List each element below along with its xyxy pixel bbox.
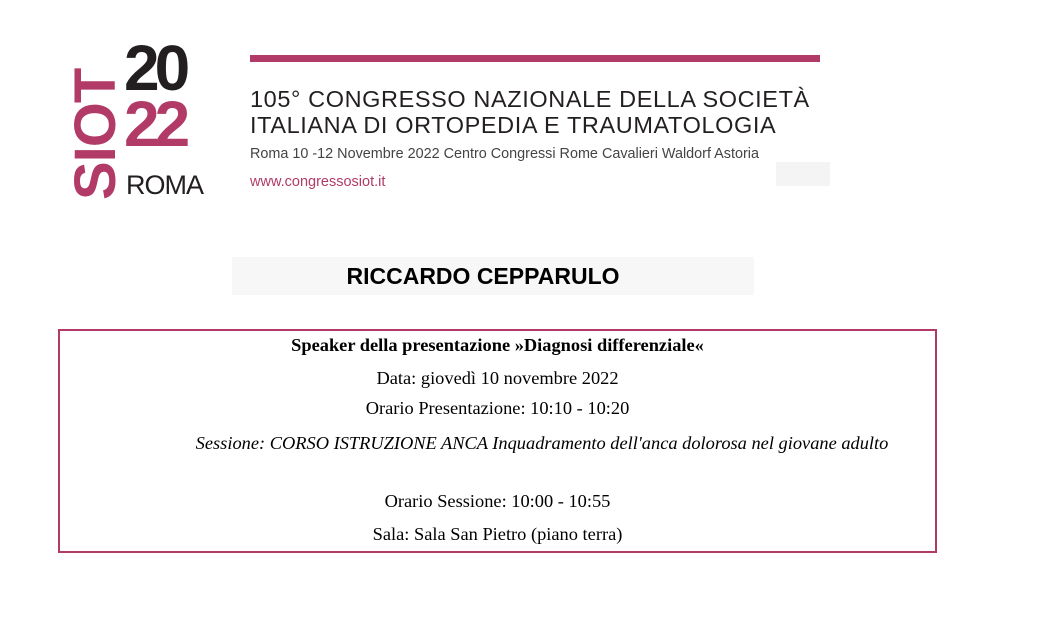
- congress-website-link[interactable]: www.congressosiot.it: [250, 174, 386, 190]
- congress-title-line-1: 105° CONGRESSO NAZIONALE DELLA SOCIETÀ: [250, 86, 810, 112]
- speaker-name: RICCARDO CEPPARULO: [346, 263, 620, 289]
- speaker-name-band: [232, 257, 754, 295]
- congress-details: Roma 10 -12 Novembre 2022 Centro Congressi Rome Cavalieri Waldorf Astoria: [250, 146, 759, 162]
- congress-title: [250, 86, 850, 138]
- presentation-time: Orario Presentazione: 10:10 - 10:20: [365, 398, 630, 418]
- session-room: Sala: Sala San Pietro (piano terra): [372, 524, 623, 544]
- logo-siot-text: SIOT: [63, 68, 128, 200]
- logo-city: ROMA: [126, 170, 203, 200]
- logo-year: [124, 32, 216, 160]
- header-rule: [250, 55, 820, 62]
- siot-2022-roma-logo: [63, 32, 216, 202]
- session-time: Orario Sessione: 10:00 - 10:55: [384, 491, 611, 511]
- presentation-details-box: [58, 329, 937, 553]
- presentation-title: Speaker della presentazione »Diagnosi differenziale«: [291, 335, 704, 355]
- logo-year-line-1: 20: [124, 32, 186, 104]
- logo-year-line-2: 22: [124, 88, 186, 160]
- congress-title-line-2: ITALIANA DI ORTOPEDIA E TRAUMATOLOGIA: [250, 112, 777, 138]
- presentation-date: Data: giovedì 10 novembre 2022: [376, 368, 619, 388]
- header-smudge: [776, 162, 830, 186]
- session-title: Sessione: CORSO ISTRUZIONE ANCA Inquadramento dell'anca dolorosa nel giovane adulto: [195, 433, 889, 453]
